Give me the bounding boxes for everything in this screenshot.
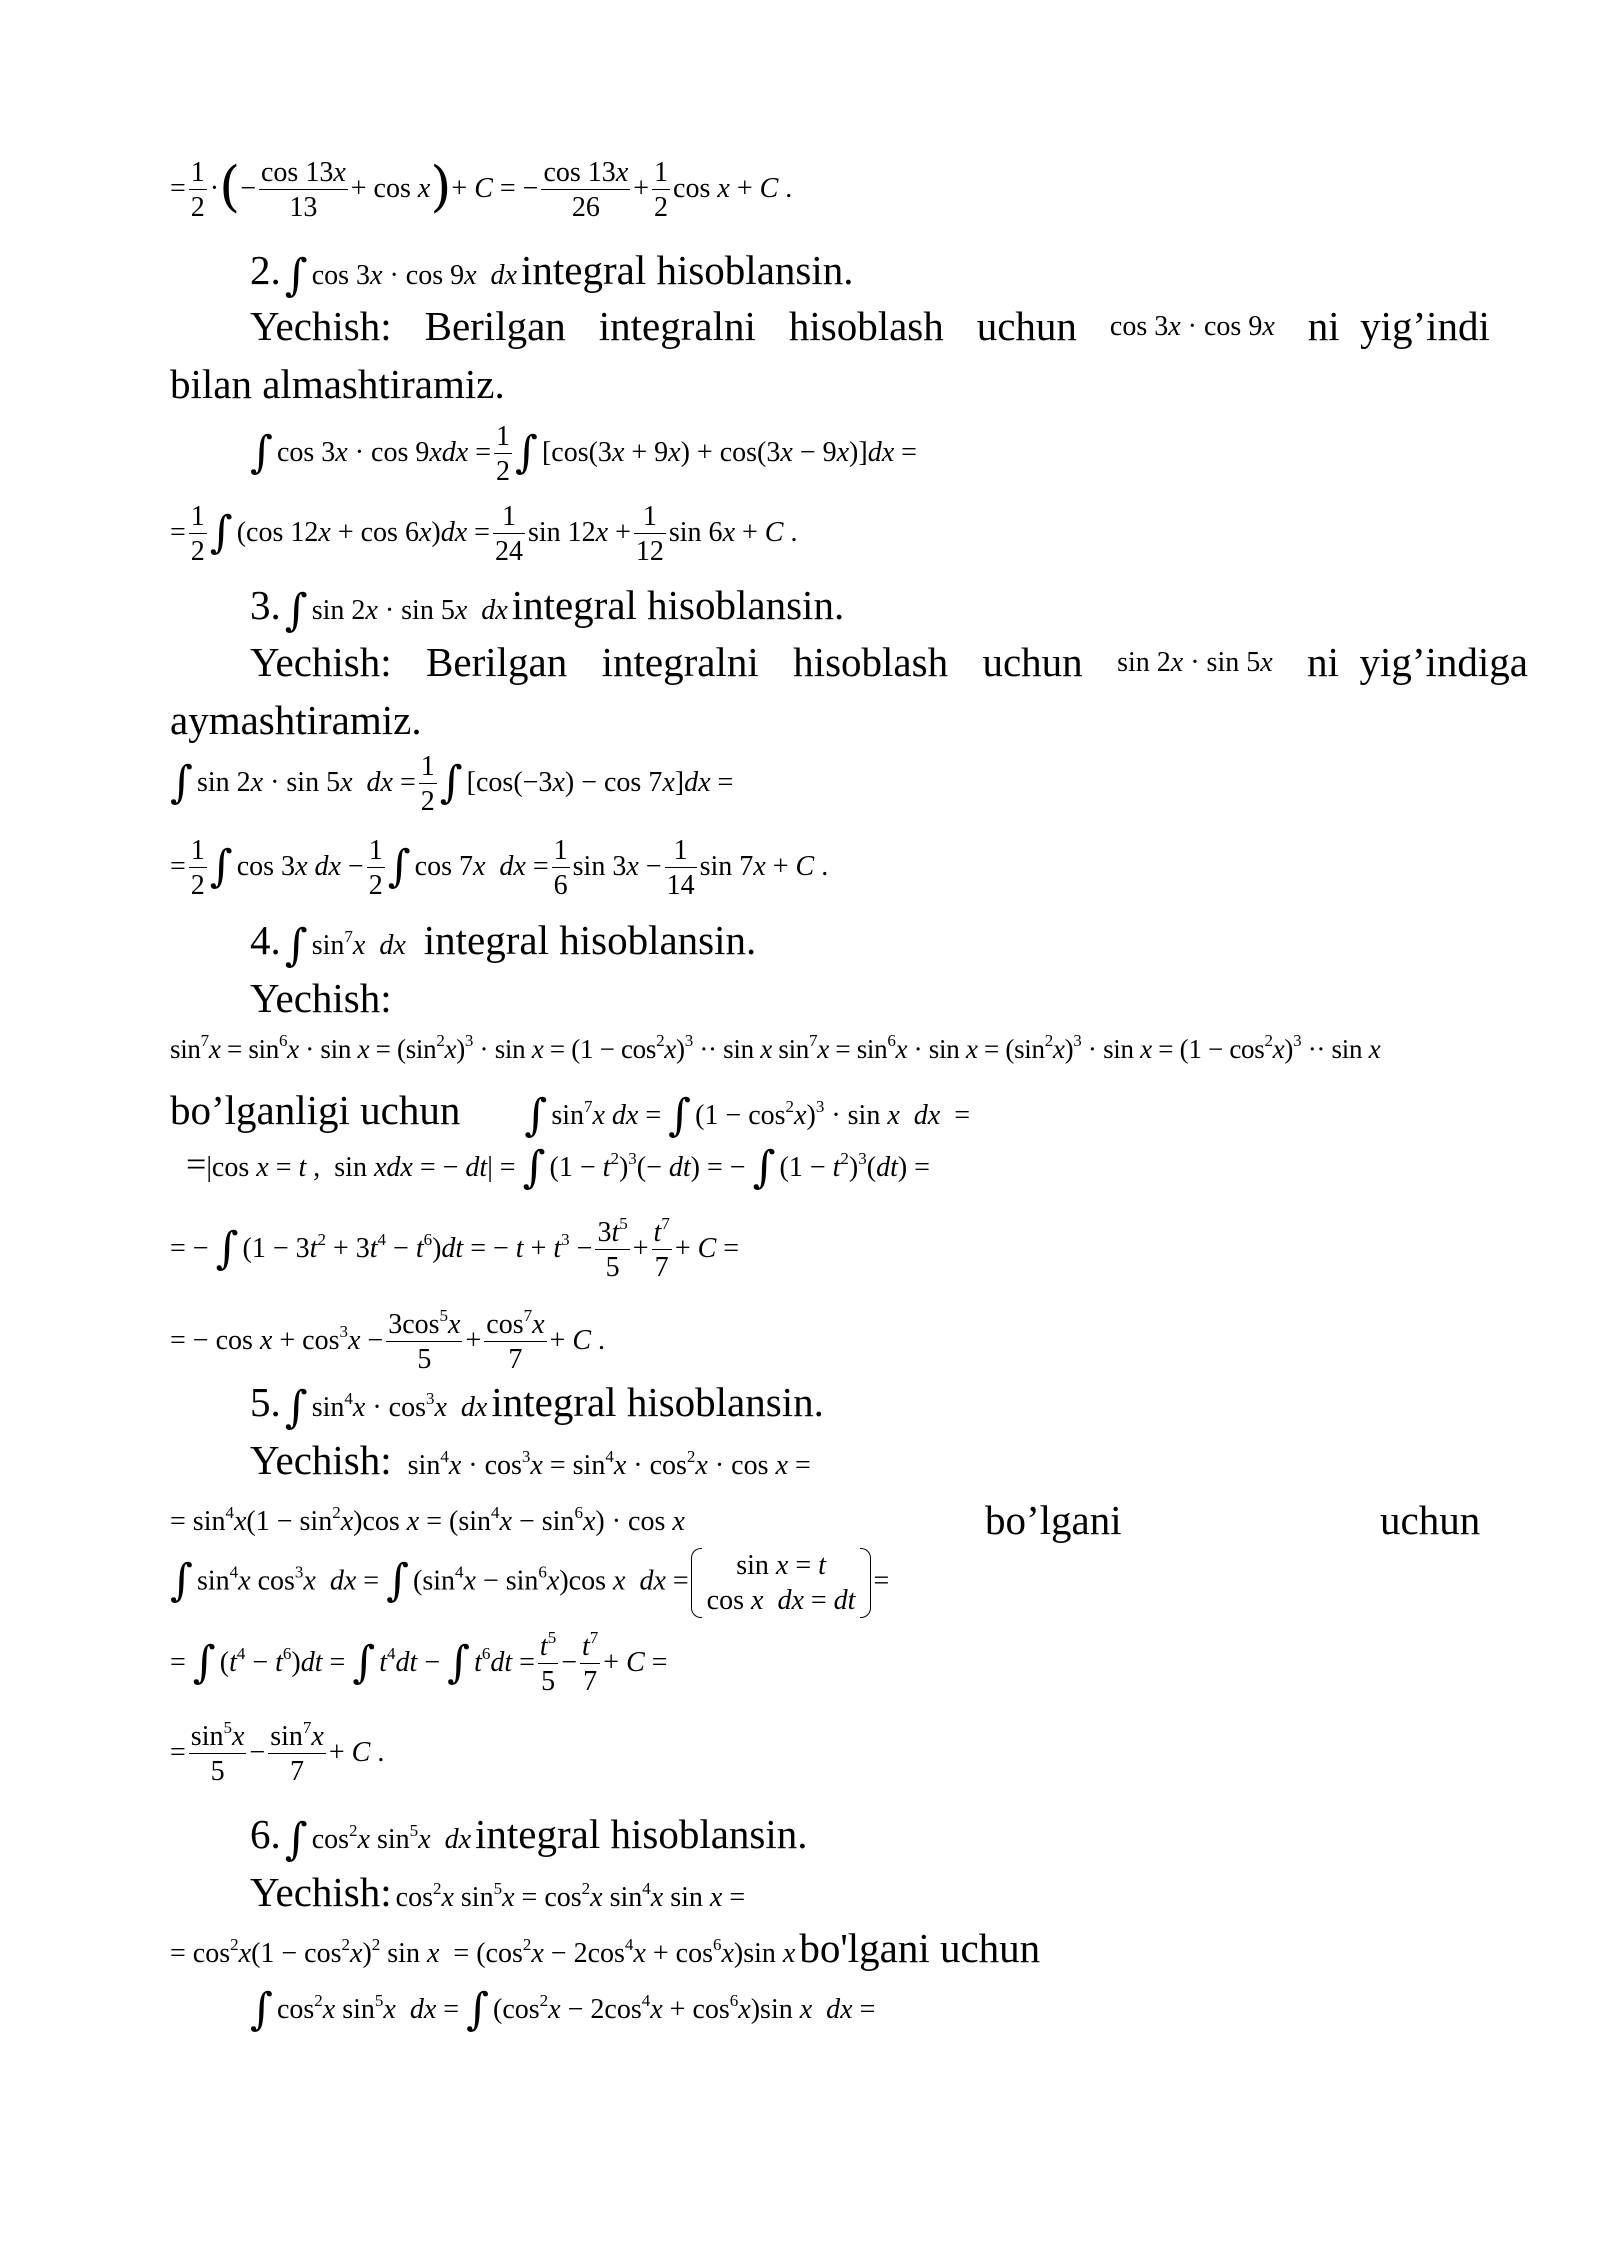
- formula-line: =|cos x = t , sin xdx = − dt| = ∫ $(1 - t^2)^3(- dt)$ = − ∫ $(1 - t^2)^3(dt)$ =: [186, 1142, 930, 1193]
- task-formula: ∫ $\sin^7x$ dx: [284, 920, 406, 971]
- formula-line: ∫ sin 2x · sin 5x dx = $\frac{1}{2}$ ∫ [cos(−3x) − cos 7x]dx =: [170, 751, 734, 818]
- formula-line: bo’lganligi uchun ∫ $\sin^7x$ dx = ∫ $(1 - \cos^2x)^3 \cdot \sin x$ dx =: [170, 1087, 970, 1141]
- task-heading: 3. ∫ sin 2x · sin 5x dx integral hisoblansin.: [250, 582, 845, 636]
- formula-line: $\sin^7x = \sin^6x \cdot \sin x = (\sin^2x)^3 \cdot \sin x = (1 - \cos^2x)^3 \cdot\cdot \sin x$ $\sin^7x = \sin^6x \cdot \sin x = (\sin^2x)^3 \cdot \sin x = (1 - \cos^2x)^3 \cdot\cdot \sin x$: [170, 1031, 1381, 1064]
- substitution-system: sin x = t cos x dx = dt: [689, 1548, 874, 1618]
- inline-formula: cos 3x · cos 9x: [1109, 310, 1275, 342]
- formula-line: = $\cos^2x(1 - \cos^2x)^2$ $\sin x = (\cos^2x - 2\cos^4x + \cos^6x)\sin$ x bo'lgani uchun: [170, 1925, 1041, 1971]
- task-heading: 2. ∫ cos 3x · cos 9x dx integral hisoblansin.: [250, 247, 854, 301]
- solution-paragraph-end: bilan almashtiramiz.: [170, 361, 505, 407]
- solution-text: bo’lgani: [985, 1497, 1122, 1543]
- solution-text: uchun: [1380, 1497, 1481, 1543]
- inline-formula: sin 2x · sin 5x: [1117, 646, 1273, 678]
- task-formula: ∫ $\cos^2x$ $\sin^5x$ dx: [284, 1814, 472, 1865]
- inline-formula: ∫ $\sin^7x$ dx = ∫ $(1 - \cos^2x)^3 \cdot \sin x$ dx =: [524, 1090, 970, 1141]
- formula-line: = $\frac{1}{2}$ ·(− $\frac{\cos 13x}{13}$ + cos x)+ C = − $\frac{\cos 13x}{26}$ + $\frac{1}{2}$ cos x + C .: [170, 154, 793, 224]
- solution-line: Yechish: $\cos^2x$ $\sin^5x = \cos^2x$ $\sin^4x$ sin x =: [250, 1869, 746, 1915]
- task-heading: 5. ∫ $\sin^4x \cdot \cos^3x$ dx integral hisoblansin.: [250, 1379, 824, 1433]
- formula-line: ∫ $\cos^2x$ $\sin^5x$ dx = ∫ $(\cos^2x - 2\cos^4x + \cos^6x)\sin$ x dx =: [250, 1984, 876, 2035]
- formula-line: = $\frac{\sin^5x}{5}$ − $\frac{\sin^7x}{7}$ + C .: [170, 1718, 385, 1788]
- formula-line: = $\frac{1}{2}$ ∫ cos 3x dx − $\frac{1}{2}$ ∫ cos 7x dx = $\frac{1}{6}$ sin 3x − $\frac{1}{14}$ sin 7x + C .: [170, 835, 829, 902]
- solution-label: Yechish:: [250, 975, 392, 1021]
- solution-paragraph-end: aymashtiramiz.: [170, 697, 422, 743]
- formula-line: = ∫ $(t^4 - t^6)dt$ = ∫ $t^4dt$ − ∫ $t^6dt$ = $\frac{t^5}{5}$ − $\frac{t^7}{7}$ + C =: [170, 1628, 668, 1698]
- task-formula: ∫ sin 2x · sin 5x dx: [284, 585, 508, 636]
- solution-paragraph: Yechish: Berilgan integralni hisoblash uchun sin 2x · sin 5x ni yig’indiga: [250, 639, 1528, 685]
- task-formula: ∫ cos 3x · cos 9x dx: [284, 250, 517, 301]
- solution-paragraph: Yechish: Berilgan integralni hisoblash uchun cos 3x · cos 9x ni yig’indi: [250, 303, 1490, 349]
- formula-line: = − $\cos x + \cos^3x$ − $\frac{3\cos^5x}{5}$ + $\frac{\cos^7x}{7}$ + C .: [170, 1306, 606, 1376]
- inline-formula: = $\cos^2x(1 - \cos^2x)^2$ $\sin x = (\cos^2x - 2\cos^4x + \cos^6x)\sin$ x: [170, 1935, 796, 1969]
- formula-line: = $\frac{1}{2}$ ∫ (cos 12x + cos 6x)dx = $\frac{1}{24}$ sin 12x + $\frac{1}{12}$ sin 6x + C .: [170, 501, 798, 568]
- task-heading: 4. ∫ $\sin^7x$ dx integral hisoblansin.: [250, 917, 757, 971]
- formula-line: = $\sin^4x(1 - \sin^2x)\cos$ $x = (\sin^4x - \sin^6x) \cdot \cos x$: [170, 1503, 685, 1537]
- task-formula: ∫ $\sin^4x \cdot \cos^3x$ dx: [284, 1382, 488, 1433]
- task-heading: 6. ∫ $\cos^2x$ $\sin^5x$ dx integral hisoblansin.: [250, 1811, 808, 1865]
- formula-line: ∫ $\sin^4x$ $\cos^3x$ dx = ∫ $(\sin^4x - \sin^6x)\cos$ x dx = sin x = t cos x dx = dt =: [170, 1550, 890, 1616]
- inline-formula: $\sin^4x \cdot \cos^3x = \sin^4x \cdot \cos^2x \cdot \cos x$ =: [407, 1447, 811, 1481]
- formula-line: = − ∫ $(1 - 3t^2 + 3t^4 - t^6)dt$ = − $t + t^3$ − $\frac{3t^5}{5}$ + $\frac{t^7}{7}$ + C =: [170, 1214, 740, 1284]
- inline-formula: $\cos^2x$ $\sin^5x = \cos^2x$ $\sin^4x$ sin x =: [395, 1879, 746, 1913]
- solution-line: Yechish: $\sin^4x \cdot \cos^3x = \sin^4x \cdot \cos^2x \cdot \cos x$ =: [250, 1437, 811, 1483]
- formula-line: ∫ cos 3x · cos 9xdx = $\frac{1}{2}$ ∫ [cos(3x + 9x) + cos(3x − 9x)]dx =: [250, 421, 917, 488]
